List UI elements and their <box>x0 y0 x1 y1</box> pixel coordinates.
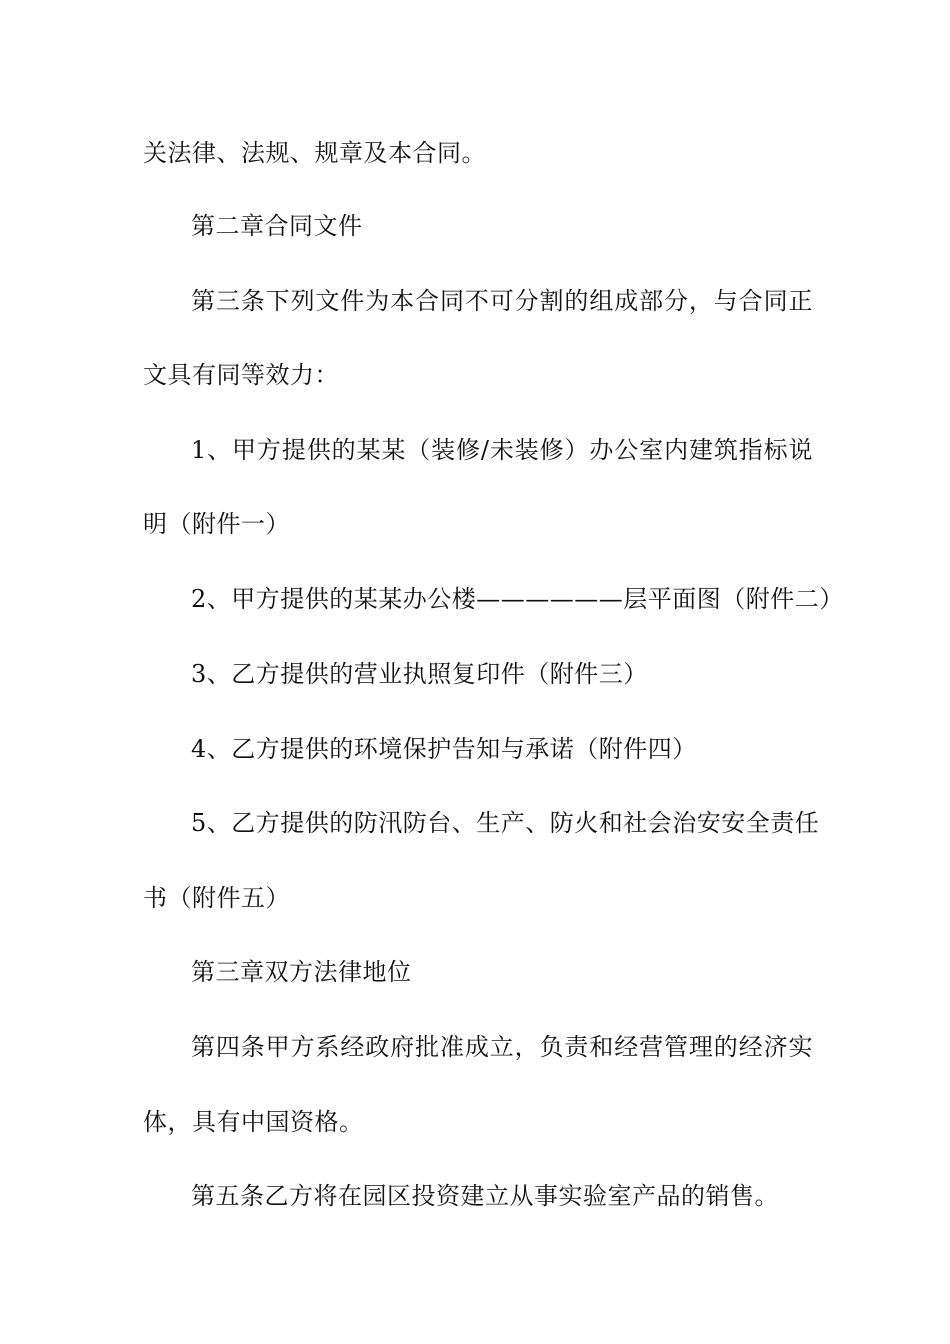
article-4-line-1: 第四条甲方系经政府批准成立，负责和经营管理的经济实 <box>191 1033 813 1061</box>
text-line-continuation: 关法律、法规、规章及本合同。 <box>143 139 486 167</box>
chapter-heading-3: 第三章双方法律地位 <box>191 958 412 986</box>
chapter-heading-2: 第二章合同文件 <box>191 212 363 240</box>
article-3-line-2: 文具有同等效力： <box>143 361 339 389</box>
list-item-1-line-2: 明（附件一） <box>143 510 290 538</box>
list-item-5-line-1: 5、乙方提供的防汛防台、生产、防火和社会治安安全责任 <box>191 809 820 837</box>
list-item-3: 3、乙方提供的营业执照复印件（附件三） <box>191 660 648 688</box>
article-5: 第五条乙方将在园区投资建立从事实验室产品的销售。 <box>191 1182 779 1210</box>
list-item-5-line-2: 书（附件五） <box>143 884 290 912</box>
list-item-2: 2、甲方提供的某某办公楼——————层平面图（附件二） <box>191 585 844 613</box>
list-item-4: 4、乙方提供的环境保护告知与承诺（附件四） <box>191 735 697 763</box>
list-item-1-line-1: 1、甲方提供的某某（装修/未装修）办公室内建筑指标说 <box>191 436 813 464</box>
article-3-line-1: 第三条下列文件为本合同不可分割的组成部分，与合同正 <box>191 287 813 315</box>
article-4-line-2: 体，具有中国资格。 <box>143 1108 364 1136</box>
